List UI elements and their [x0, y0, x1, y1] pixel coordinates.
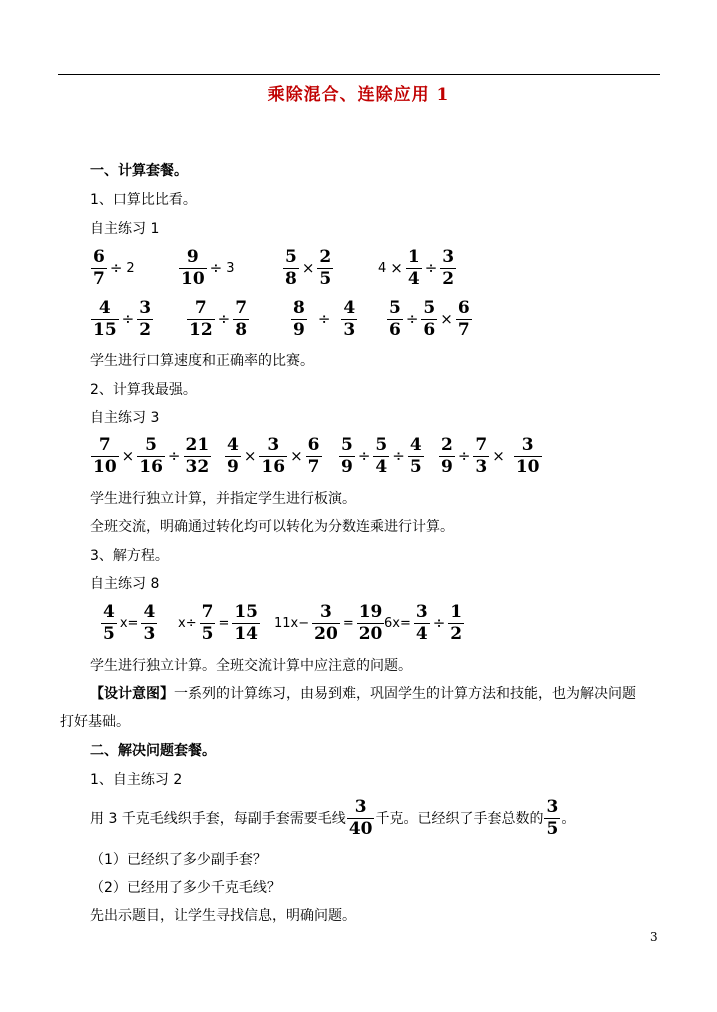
fraction: $\frac{7}{8}$ — [235, 297, 248, 340]
question-1: （1）已经织了多少副手套？ — [90, 852, 267, 868]
note-equations: 学生进行独立计算。全班交流计算中应注意的问题。 — [90, 658, 412, 674]
operator: ÷ — [432, 614, 446, 632]
oral-row-2 — [90, 296, 650, 344]
exercise-label-3: 自主练习 3 — [90, 410, 160, 426]
fraction: $\frac{4}{5}$ — [409, 434, 422, 477]
number: 2 — [126, 260, 135, 276]
oral-expr-1 — [90, 245, 137, 291]
fraction: $\frac{6}{7}$ — [457, 297, 470, 340]
design-intent-text: 一系列的计算练习，由易到难，巩固学生的计算方法和技能，也为解决问题 — [174, 686, 636, 702]
fraction: $\frac{5}{9}$ — [341, 434, 353, 477]
subsection-oral: 1、口算比比看。 — [90, 192, 197, 208]
equation-text: 6x= — [384, 615, 411, 631]
section-2-heading: 二、解决问题套餐。 — [90, 743, 216, 759]
calc-row — [90, 433, 650, 481]
fraction: $\frac{6}{7}$ — [307, 434, 320, 477]
operator: ÷ — [217, 310, 231, 328]
operator: ÷ — [121, 310, 135, 328]
problem-text: 用 3 千克毛线织手套，每副手套需要毛线 — [90, 811, 346, 827]
fraction: $\frac{19}{20}$ — [358, 601, 383, 644]
note-problem: 先出示题目，让学生寻找信息，明确问题。 — [90, 908, 356, 924]
fraction: $\frac{1}{2}$ — [450, 601, 463, 644]
number: 4 — [378, 260, 387, 276]
note-exchange: 全班交流，明确通过转化均可以转化为分数连乘进行计算。 — [90, 519, 454, 535]
fraction: $\frac{7}{12}$ — [189, 297, 213, 340]
fraction: $\frac{3}{2}$ — [139, 297, 152, 340]
operator: × — [290, 447, 303, 465]
fraction: $\frac{4}{15}$ — [93, 297, 117, 340]
design-intent-label: 【设计意图】 — [90, 686, 174, 702]
operator: × — [301, 259, 315, 277]
fraction: $\frac{7}{5}$ — [201, 601, 214, 644]
number: 3 — [226, 260, 235, 276]
equation-text: 11x− — [274, 615, 310, 631]
section-1-heading: 一、计算套餐。 — [90, 163, 188, 179]
exercise-label-8: 自主练习 8 — [90, 576, 160, 592]
fraction: $\frac{15}{14}$ — [234, 601, 259, 644]
fraction: $\frac{3}{40}$ — [348, 796, 373, 839]
page-number: 3 — [650, 930, 658, 944]
fraction: $\frac{4}{9}$ — [227, 434, 239, 477]
oral-expr-5 — [90, 296, 154, 342]
operator: ÷ — [167, 447, 181, 465]
operator: × — [440, 310, 453, 328]
fraction: $\frac{7}{10}$ — [93, 434, 117, 477]
fraction: $\frac{8}{9}$ — [293, 297, 305, 340]
fraction: $\frac{3}{16}$ — [261, 434, 286, 477]
subsection-calc: 2、计算我最强。 — [90, 382, 197, 398]
calc-expr-4 — [438, 433, 543, 479]
fraction: $\frac{5}{6}$ — [423, 297, 436, 340]
equation-4 — [382, 600, 465, 646]
fraction: $\frac{3}{5}$ — [546, 796, 559, 839]
calc-expr-1 — [90, 433, 212, 479]
operator: ÷ — [109, 259, 123, 277]
subsection-equations: 3、解方程。 — [90, 548, 169, 564]
exercise-label-2: 1、自主练习 2 — [90, 772, 183, 788]
page-title: 乘除混合、连除应用 1 — [267, 85, 450, 105]
calc-expr-3 — [338, 433, 425, 479]
fraction: $\frac{2}{9}$ — [441, 434, 453, 477]
header-rule — [58, 74, 660, 75]
operator: × — [243, 447, 257, 465]
equation-text: x÷ — [178, 615, 197, 631]
fraction: $\frac{6}{7}$ — [93, 246, 105, 289]
oral-expr-8 — [386, 296, 473, 342]
operator: ÷ — [317, 310, 331, 328]
oral-expr-7 — [290, 296, 358, 342]
fraction: $\frac{3}{10}$ — [515, 434, 540, 477]
fraction: $\frac{4}{5}$ — [103, 601, 115, 644]
operator: ÷ — [392, 447, 405, 465]
operator: × — [121, 447, 135, 465]
operator: ÷ — [424, 259, 438, 277]
oral-expr-3 — [282, 245, 334, 291]
oral-expr-4 — [376, 245, 457, 291]
fraction: $\frac{5}{8}$ — [285, 246, 297, 289]
problem-text: 千克。已经织了手套总数的 — [375, 811, 544, 827]
equation-text: = — [342, 615, 354, 631]
fraction: $\frac{3}{4}$ — [415, 601, 428, 644]
fraction: $\frac{5}{4}$ — [375, 434, 388, 477]
design-intent-line-2: 打好基础。 — [60, 714, 130, 730]
fraction: $\frac{4}{3}$ — [143, 601, 156, 644]
operator: × — [390, 259, 403, 277]
oral-expr-6 — [186, 296, 250, 342]
oral-expr-2 — [178, 245, 237, 291]
operator: × — [492, 447, 505, 465]
equation-text: = — [218, 615, 230, 631]
equation-3 — [272, 600, 385, 646]
fraction: $\frac{9}{10}$ — [181, 246, 205, 289]
note-oral: 学生进行口算速度和正确率的比赛。 — [90, 353, 314, 369]
fraction: $\frac{21}{32}$ — [185, 434, 210, 477]
design-intent-line-1 — [90, 683, 636, 703]
operator: ÷ — [457, 447, 471, 465]
word-problem — [90, 795, 575, 841]
fraction: $\frac{1}{4}$ — [407, 246, 420, 289]
note-board: 学生进行独立计算，并指定学生进行板演。 — [90, 491, 356, 507]
fraction: $\frac{5}{16}$ — [139, 434, 163, 477]
equation-1 — [100, 600, 158, 646]
calc-expr-2 — [224, 433, 323, 479]
exercise-label-1: 自主练习 1 — [90, 221, 160, 237]
fraction: $\frac{4}{3}$ — [343, 297, 356, 340]
oral-row-1 — [90, 245, 650, 293]
equation-2 — [176, 600, 261, 646]
fraction: $\frac{5}{6}$ — [389, 297, 401, 340]
operator: ÷ — [209, 259, 223, 277]
fraction: $\frac{7}{3}$ — [475, 434, 488, 477]
equation-text: x= — [119, 615, 139, 631]
equation-row — [100, 600, 660, 648]
operator: ÷ — [357, 447, 371, 465]
problem-text: 。 — [561, 811, 576, 827]
question-2: （2）已经用了多少千克毛线？ — [90, 880, 281, 896]
fraction: $\frac{3}{20}$ — [314, 601, 338, 644]
fraction: $\frac{3}{2}$ — [442, 246, 455, 289]
operator: ÷ — [405, 310, 419, 328]
fraction: $\frac{2}{5}$ — [319, 246, 332, 289]
